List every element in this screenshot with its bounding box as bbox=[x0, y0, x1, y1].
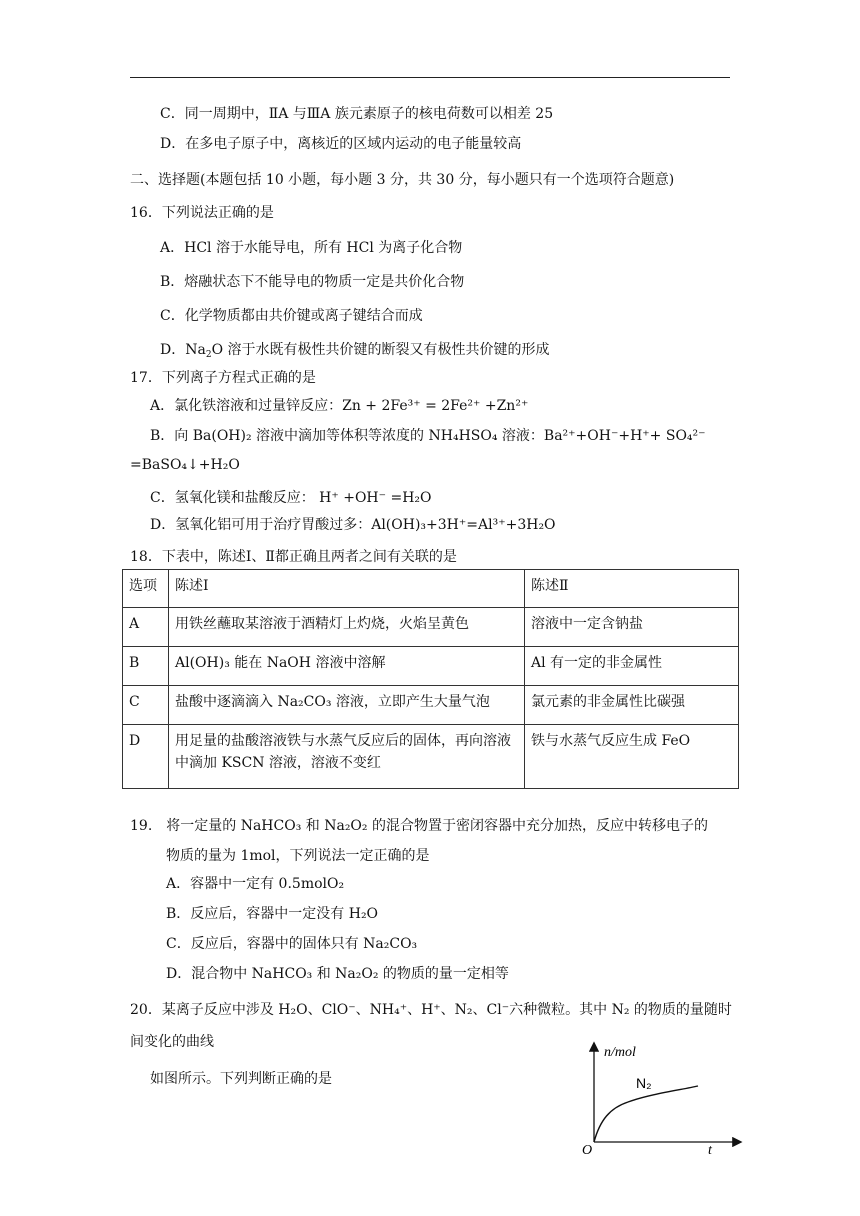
table-cell: D bbox=[123, 725, 169, 789]
q17-option-d: D．氢氧化铝可用于治疗胃酸过多：Al(OH)₃+3H⁺=Al³⁺+3H₂O bbox=[150, 517, 556, 533]
table-header-row bbox=[123, 570, 739, 608]
table-cell: 盐酸中逐滴滴入 Na₂CO₃ 溶液，立即产生大量气泡 bbox=[169, 686, 525, 725]
table-cell: 用铁丝蘸取某溶液于酒精灯上灼烧，火焰呈黄色 bbox=[169, 608, 525, 647]
q16-d-prefix: D．Na bbox=[160, 342, 206, 358]
n2-curve bbox=[594, 1086, 698, 1142]
q17-option-b-line1: B．向 Ba(OH)₂ 溶液中滴加等体积等浓度的 NH₄HSO₄ 溶液：Ba²⁺+OH⁻+H⁺+ SO₄²⁻ bbox=[150, 428, 706, 444]
q17-option-b-line2: =BaSO₄↓+H₂O bbox=[130, 457, 240, 473]
table-row bbox=[123, 686, 739, 725]
q16-option-d bbox=[160, 342, 550, 359]
q17-stem: 17．下列离子方程式正确的是 bbox=[130, 370, 316, 386]
table-cell: 氯元素的非金属性比碳强 bbox=[525, 686, 739, 725]
q16-option-c: C．化学物质都由共价键或离子键结合而成 bbox=[160, 308, 423, 324]
q16-d-subscript: 2 bbox=[205, 350, 212, 360]
table-cell: Al(OH)₃ 能在 NaOH 溶液中溶解 bbox=[169, 647, 525, 686]
q19-option-b: B．反应后，容器中一定没有 H₂O bbox=[166, 906, 379, 922]
q17-option-a: A．氯化铁溶液和过量锌反应：Zn + 2Fe³⁺ = 2Fe²⁺ +Zn²⁺ bbox=[150, 398, 529, 414]
table-cell: 用足量的盐酸溶液铁与水蒸气反应后的固体，再向溶液中滴加 KSCN 溶液，溶液不变红 bbox=[169, 725, 525, 789]
q16-stem: 16．下列说法正确的是 bbox=[130, 205, 274, 221]
table-cell: B bbox=[123, 647, 169, 686]
q16-option-a: A．HCl 溶于水能导电，所有 HCl 为离子化合物 bbox=[160, 240, 463, 256]
q16-d-suffix: O 溶于水既有极性共价键的断裂又有极性共价键的形成 bbox=[211, 342, 550, 358]
q20-stem-line3: 如图所示。下列判断正确的是 bbox=[150, 1071, 332, 1087]
q19-stem-line1: 19. 将一定量的 NaHCO₃ 和 Na₂O₂ 的混合物置于密闭容器中充分加热，反应中转移电子的 bbox=[130, 818, 708, 834]
q19-option-d: D．混合物中 NaHCO₃ 和 Na₂O₂ 的物质的量一定相等 bbox=[166, 966, 509, 982]
section-header: 二、选择题(本题包括 10 小题，每小题 3 分，共 30 分，每小题只有一个选项符合题意) bbox=[130, 172, 675, 188]
table-row bbox=[123, 725, 739, 789]
q20-stem-line2: 间变化的曲线 bbox=[130, 1034, 214, 1050]
q17-option-c: C．氢氧化镁和盐酸反应： H⁺ +OH⁻ =H₂O bbox=[150, 490, 432, 506]
table-cell: A bbox=[123, 608, 169, 647]
y-axis-label: n/mol bbox=[604, 1045, 636, 1060]
header-rule bbox=[130, 77, 730, 78]
header-cell: 选项 bbox=[123, 570, 169, 608]
q19-stem-line2: 物质的量为 1mol，下列说法一定正确的是 bbox=[166, 848, 430, 864]
table-cell: 铁与水蒸气反应生成 FeO bbox=[525, 725, 739, 789]
q18-table bbox=[122, 569, 739, 789]
q20-stem-line1: 20．某离子反应中涉及 H₂O、ClO⁻、NH₄⁺、H⁺、N₂、Cl⁻六种微粒。其中 N₂ 的物质的量随时 bbox=[130, 1002, 732, 1018]
q15-option-c: C．同一周期中，ⅡA 与ⅢA 族元素原子的核电荷数可以相差 25 bbox=[160, 106, 554, 122]
table-row bbox=[123, 647, 739, 686]
q15-option-d: D．在多电子原子中，离核近的区域内运动的电子能量较高 bbox=[160, 136, 522, 152]
q16-option-b: B．熔融状态下不能导电的物质一定是共价化合物 bbox=[160, 274, 465, 290]
table-cell: C bbox=[123, 686, 169, 725]
q19-option-a: A．容器中一定有 0.5molO₂ bbox=[166, 876, 345, 892]
table-cell: Al 有一定的非金属性 bbox=[525, 647, 739, 686]
table-cell: 溶液中一定含钠盐 bbox=[525, 608, 739, 647]
curve-label: N₂ bbox=[636, 1075, 652, 1091]
table-row bbox=[123, 608, 739, 647]
header-cell: 陈述Ⅱ bbox=[525, 570, 739, 608]
header-cell: 陈述Ⅰ bbox=[169, 570, 525, 608]
x-axis-label: t bbox=[708, 1143, 712, 1156]
origin-label: O bbox=[582, 1143, 593, 1156]
n2-amount-graph bbox=[580, 1036, 748, 1156]
q19-option-c: C．反应后，容器中的固体只有 Na₂CO₃ bbox=[166, 936, 418, 952]
q18-stem: 18．下表中，陈述Ⅰ、Ⅱ都正确且两者之间有关联的是 bbox=[130, 549, 457, 565]
